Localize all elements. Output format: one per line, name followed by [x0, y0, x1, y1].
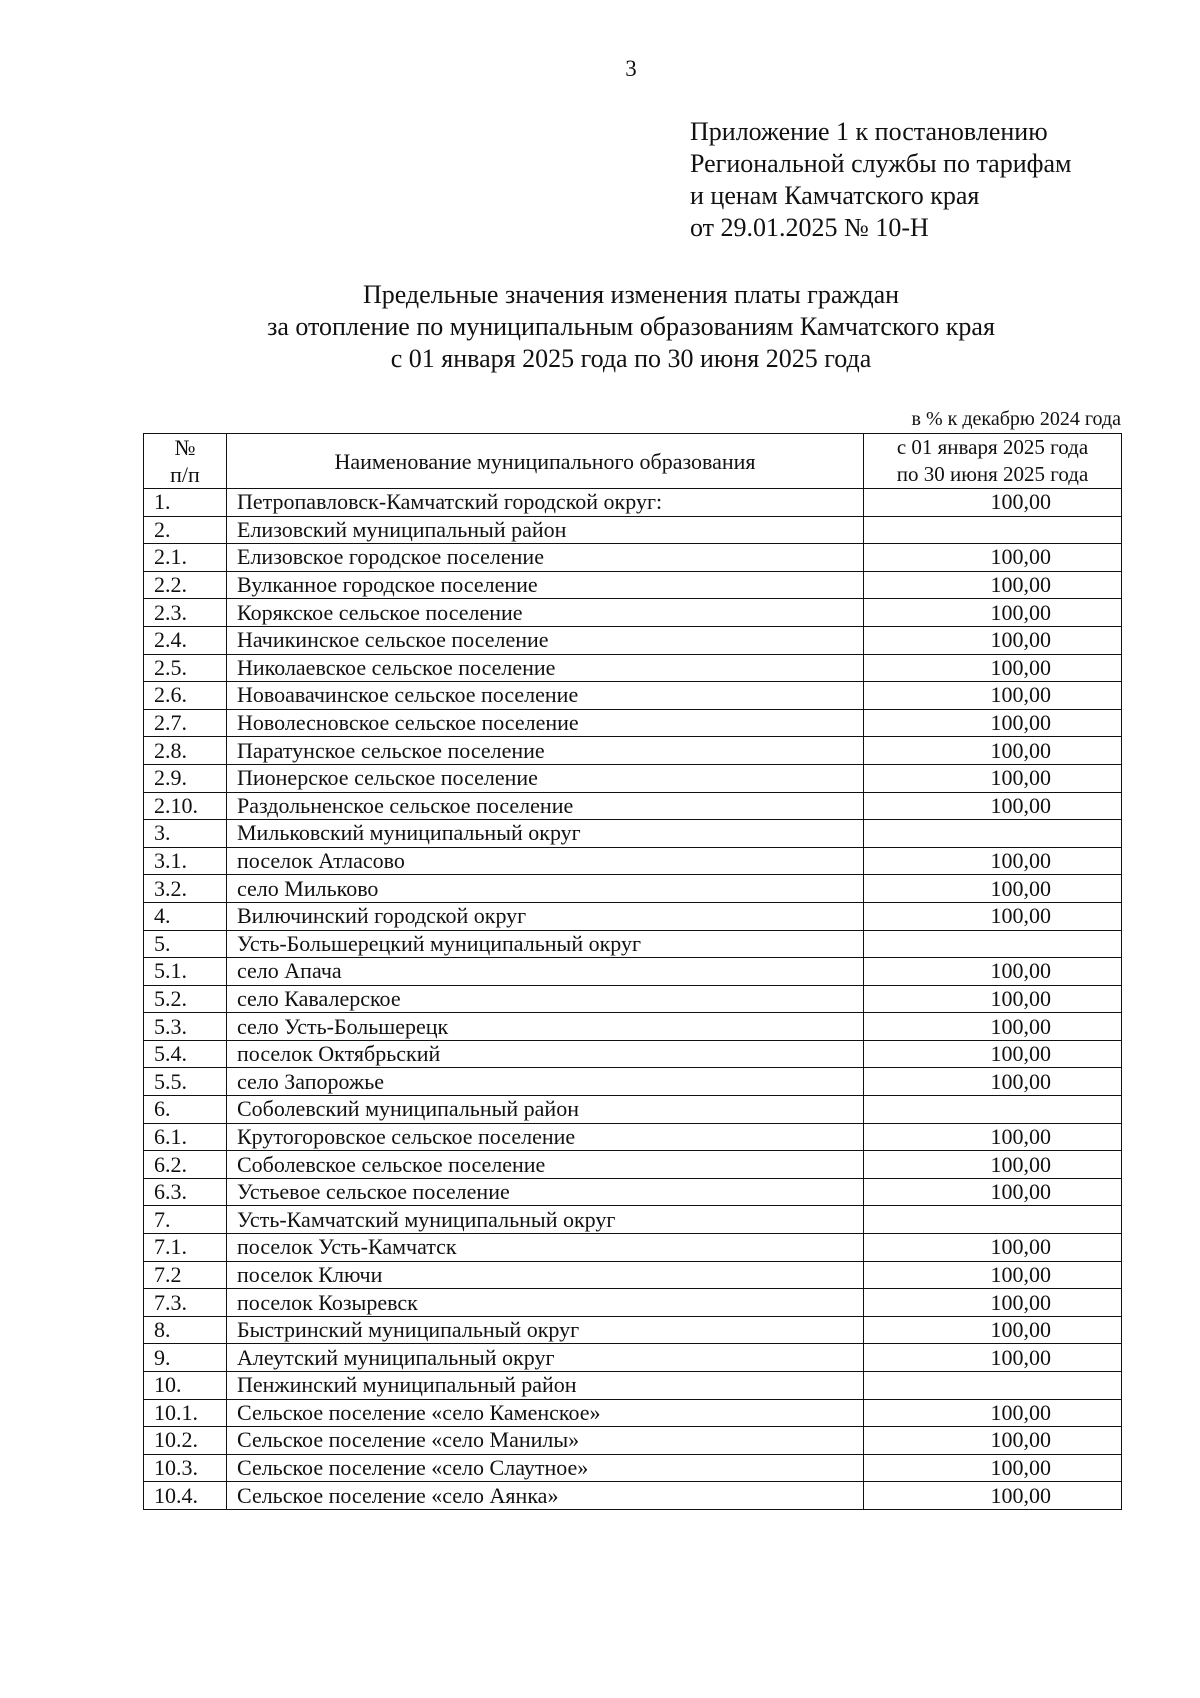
row-name: Вулканное городское поселение [227, 571, 864, 599]
row-name: село Мильково [227, 875, 864, 903]
row-value: 100,00 [864, 1261, 1122, 1289]
row-number: 6.3. [144, 1178, 227, 1206]
row-value: 100,00 [864, 847, 1122, 875]
row-value: 100,00 [864, 626, 1122, 654]
row-value: 100,00 [864, 1178, 1122, 1206]
table-row [144, 1372, 1122, 1400]
row-name: поселок Усть-Камчатск [227, 1234, 864, 1262]
document-title [0, 279, 1200, 375]
appendix-block [690, 116, 1071, 244]
row-number: 7. [144, 1206, 227, 1234]
row-number: 10.2. [144, 1427, 227, 1455]
row-value: 100,00 [864, 682, 1122, 710]
row-number: 2.2. [144, 571, 227, 599]
table-row [144, 792, 1122, 820]
row-name: Новоавачинское сельское поселение [227, 682, 864, 710]
table-row [144, 1427, 1122, 1455]
row-value [864, 1206, 1122, 1234]
header-number-line: п/п [170, 462, 200, 487]
table-row [144, 489, 1122, 517]
row-value: 100,00 [864, 709, 1122, 737]
row-value [864, 516, 1122, 544]
appendix-line: Региональной службы по тарифам [690, 149, 1072, 178]
table-row [144, 1316, 1122, 1344]
row-name: Быстринский муниципальный округ [227, 1316, 864, 1344]
row-number: 10. [144, 1372, 227, 1400]
row-name: Усть-Камчатский муниципальный округ [227, 1206, 864, 1234]
table-row [144, 902, 1122, 930]
table-row [144, 626, 1122, 654]
table-row [144, 847, 1122, 875]
row-name: Елизовский муниципальный район [227, 516, 864, 544]
row-name: Новолесновское сельское поселение [227, 709, 864, 737]
row-number: 6.2. [144, 1151, 227, 1179]
table-row [144, 764, 1122, 792]
table-row [144, 1040, 1122, 1068]
row-value: 100,00 [864, 654, 1122, 682]
table-row [144, 571, 1122, 599]
row-value: 100,00 [864, 875, 1122, 903]
row-name: село Запорожье [227, 1068, 864, 1096]
row-number: 6.1. [144, 1123, 227, 1151]
row-value: 100,00 [864, 985, 1122, 1013]
row-name: Устьевое сельское поселение [227, 1178, 864, 1206]
table-row [144, 1096, 1122, 1124]
row-name: село Апача [227, 958, 864, 986]
table-row [144, 1013, 1122, 1041]
table-body [144, 489, 1122, 1510]
row-name: село Кавалерское [227, 985, 864, 1013]
table-row [144, 1289, 1122, 1317]
row-name: Николаевское сельское поселение [227, 654, 864, 682]
header-number-line: № [174, 435, 196, 460]
row-number: 8. [144, 1316, 227, 1344]
row-value: 100,00 [864, 1013, 1122, 1041]
row-number: 2.8. [144, 737, 227, 765]
row-value: 100,00 [864, 902, 1122, 930]
row-number: 5. [144, 930, 227, 958]
row-name: Пионерское сельское поселение [227, 764, 864, 792]
row-number: 2.1. [144, 544, 227, 572]
row-number: 5.4. [144, 1040, 227, 1068]
header-value [864, 434, 1122, 489]
row-number: 7.3. [144, 1289, 227, 1317]
row-number: 3.1. [144, 847, 227, 875]
row-number: 5.2. [144, 985, 227, 1013]
title-line: Предельные значения изменения платы граждан [362, 280, 900, 309]
row-number: 7.1. [144, 1234, 227, 1262]
row-name: Усть-Большерецкий муниципальный округ [227, 930, 864, 958]
row-value: 100,00 [864, 792, 1122, 820]
row-name: поселок Атласово [227, 847, 864, 875]
row-number: 5.5. [144, 1068, 227, 1096]
row-number: 2.3. [144, 599, 227, 627]
row-value: 100,00 [864, 489, 1122, 517]
row-number: 7.2 [144, 1261, 227, 1289]
row-name: Сельское поселение «село Каменское» [227, 1399, 864, 1427]
row-number: 10.4. [144, 1482, 227, 1510]
row-value: 100,00 [864, 1482, 1122, 1510]
table-row [144, 958, 1122, 986]
row-value: 100,00 [864, 737, 1122, 765]
table-row [144, 1454, 1122, 1482]
row-name: Корякское сельское поселение [227, 599, 864, 627]
page-number: 3 [625, 56, 637, 81]
row-value: 100,00 [864, 1427, 1122, 1455]
row-value [864, 820, 1122, 848]
row-value: 100,00 [864, 544, 1122, 572]
row-name: село Усть-Большерецк [227, 1013, 864, 1041]
row-value: 100,00 [864, 1454, 1122, 1482]
table-row [144, 1234, 1122, 1262]
row-value: 100,00 [864, 1234, 1122, 1262]
row-name: Паратунское сельское поселение [227, 737, 864, 765]
row-number: 3. [144, 820, 227, 848]
table-row [144, 1151, 1122, 1179]
row-value: 100,00 [864, 599, 1122, 627]
appendix-line: и ценам Камчатского края [690, 181, 980, 210]
row-value: 100,00 [864, 1068, 1122, 1096]
header-value-line: по 30 июня 2025 года [896, 462, 1089, 486]
row-number: 10.3. [144, 1454, 227, 1482]
title-line: с 01 января 2025 года по 30 июня 2025 года [390, 344, 872, 373]
row-name: Сельское поселение «село Аянка» [227, 1482, 864, 1510]
table-row [144, 985, 1122, 1013]
table-row [144, 654, 1122, 682]
row-name: Мильковский муниципальный округ [227, 820, 864, 848]
row-name: Соболевский муниципальный район [227, 1096, 864, 1124]
table-row [144, 1482, 1122, 1510]
row-name: поселок Октябрьский [227, 1040, 864, 1068]
units-note: в % к декабрю 2024 года [911, 408, 1121, 430]
row-name: Петропавловск-Камчатский городской округ: [227, 489, 864, 517]
row-value: 100,00 [864, 1399, 1122, 1427]
row-number: 4. [144, 902, 227, 930]
row-number: 3.2. [144, 875, 227, 903]
row-number: 2.10. [144, 792, 227, 820]
row-number: 6. [144, 1096, 227, 1124]
table-row [144, 1399, 1122, 1427]
row-number: 2.9. [144, 764, 227, 792]
row-value: 100,00 [864, 764, 1122, 792]
table-row [144, 1344, 1122, 1372]
row-value: 100,00 [864, 1289, 1122, 1317]
appendix-line: Приложение 1 к постановлению [690, 117, 1048, 146]
row-number: 5.1. [144, 958, 227, 986]
row-name: Алеутский муниципальный округ [227, 1344, 864, 1372]
row-number: 2.7. [144, 709, 227, 737]
header-name: Наименование муниципального образования [227, 434, 864, 489]
row-name: Пенжинский муниципальный район [227, 1372, 864, 1400]
row-name: Крутогоровское сельское поселение [227, 1123, 864, 1151]
row-value: 100,00 [864, 1151, 1122, 1179]
header-number [144, 434, 227, 489]
table-row [144, 709, 1122, 737]
table-header-row [144, 434, 1122, 489]
row-name: поселок Ключи [227, 1261, 864, 1289]
table-row [144, 516, 1122, 544]
row-name: поселок Козыревск [227, 1289, 864, 1317]
title-line: за отопление по муниципальным образованиям Камчатского края [267, 312, 995, 341]
row-name: Соболевское сельское поселение [227, 1151, 864, 1179]
row-name: Елизовское городское поселение [227, 544, 864, 572]
row-number: 2.5. [144, 654, 227, 682]
row-number: 2.4. [144, 626, 227, 654]
row-value: 100,00 [864, 571, 1122, 599]
table-row [144, 820, 1122, 848]
table-row [144, 599, 1122, 627]
table-row [144, 930, 1122, 958]
row-name: Раздольненское сельское поселение [227, 792, 864, 820]
row-number: 2.6. [144, 682, 227, 710]
row-number: 5.3. [144, 1013, 227, 1041]
row-name: Вилючинский городской округ [227, 902, 864, 930]
table-row [144, 737, 1122, 765]
tariff-table [143, 433, 1122, 1510]
row-value [864, 1372, 1122, 1400]
row-value: 100,00 [864, 1123, 1122, 1151]
table-row [144, 1206, 1122, 1234]
table-row [144, 1068, 1122, 1096]
row-name: Сельское поселение «село Слаутное» [227, 1454, 864, 1482]
row-value: 100,00 [864, 1040, 1122, 1068]
table-row [144, 875, 1122, 903]
header-value-line: с 01 января 2025 года [896, 435, 1089, 459]
table-row [144, 1123, 1122, 1151]
row-value: 100,00 [864, 958, 1122, 986]
row-number: 2. [144, 516, 227, 544]
row-value [864, 1096, 1122, 1124]
table-row [144, 682, 1122, 710]
row-value: 100,00 [864, 1316, 1122, 1344]
table-row [144, 544, 1122, 572]
row-value: 100,00 [864, 1344, 1122, 1372]
table-row [144, 1261, 1122, 1289]
row-number: 9. [144, 1344, 227, 1372]
appendix-line: от 29.01.2025 № 10-Н [690, 213, 929, 242]
row-number: 10.1. [144, 1399, 227, 1427]
row-number: 1. [144, 489, 227, 517]
row-value [864, 930, 1122, 958]
table-row [144, 1178, 1122, 1206]
row-name: Начикинское сельское поселение [227, 626, 864, 654]
row-name: Сельское поселение «село Манилы» [227, 1427, 864, 1455]
